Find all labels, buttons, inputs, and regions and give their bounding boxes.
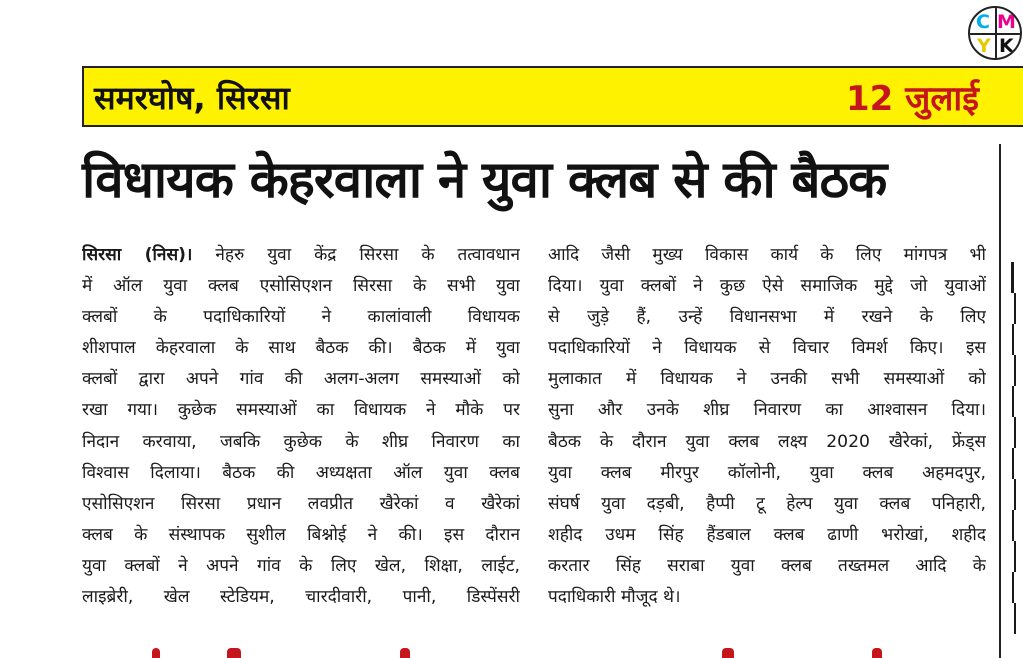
article-line: पदाधिकारियों ने विधायक से विचार विमर्श किए। इस (548, 338, 986, 359)
article-line: युवा क्लब मीरपुर कॉलोनी, युवा क्लब अहमदपुर, (548, 462, 986, 483)
article-line: विश्वास दिलाया। बैठक की अध्यक्षता ऑल युवा क्लब (82, 462, 520, 483)
article-line: लाइब्रेरी, खेल स्टेडियम, चारदीवारी, पानी, डिस्पेंसरी (82, 587, 520, 608)
article-column-2 (548, 240, 986, 613)
cmyk-k-letter: K (999, 35, 1014, 57)
article-line: क्लबों के पदाधिकारियों ने कालांवाली विधायक (82, 307, 520, 328)
column-divider (999, 144, 1001, 658)
article-column-1 (82, 240, 520, 613)
cmyk-registration-mark (968, 6, 1022, 60)
article-line: सुना और उनके शीघ्र निवारण का आश्वासन दिया। (548, 400, 986, 421)
article-dateline: सिरसा (निस)। (82, 245, 193, 265)
article-line: से जुड़े हैं, उन्हें विधानसभा में रखने के लिए (548, 307, 986, 328)
publication-date: 12 जुलाई (846, 79, 979, 119)
masthead-banner (82, 66, 1023, 127)
article-line: क्लबों द्वारा अपने गांव की अलग-अलग समस्याओं को (82, 369, 520, 390)
article-line: क्लब के संस्थापक सुशील बिश्नोई ने की। इस दौरान (82, 524, 520, 545)
cmyk-y-letter: Y (977, 35, 991, 57)
article-line: दिया। युवा क्लबों ने कुछ ऐसे समाजिक मुद्दे जो युवाओं (548, 276, 986, 297)
article-line: पदाधिकारी मौजूद थे। (548, 587, 681, 608)
next-headline-fragment (82, 646, 982, 658)
article-line: शीशपाल केहरवाला के साथ बैठक की। बैठक में युवा (82, 338, 520, 359)
cmyk-m-letter: M (997, 11, 1016, 33)
article-line: युवा क्लबों ने अपने गांव के लिए खेल, शिक्षा, लाईट, (82, 555, 520, 576)
adjacent-article-fragment (1010, 262, 1023, 652)
article-line: निदान करवाया, जबकि कुछेक के शीघ्र निवारण का (82, 431, 520, 452)
cmyk-c-letter: C (976, 11, 990, 33)
article-line: करतार सिंह सराबा युवा क्लब तख्तमल आदि के (548, 555, 986, 576)
article-line: आदि जैसी मुख्य विकास कार्य के लिए मांगपत्र भी (548, 245, 986, 265)
article-line: शहीद उधम सिंह हैंडबाल क्लब ढाणी भरोखां, शहीद (548, 524, 986, 545)
article-line: मुलाकात में विधायक ने उनकी सभी समस्याओं को (548, 369, 986, 390)
article-line: संघर्ष युवा दड़बी, हैप्पी टू हेल्प युवा क्लब पनिहारी, (548, 493, 986, 514)
article-line: बैठक के दौरान युवा क्लब लक्ष्य 2020 खैरेकां, फ्रेंड्स (548, 431, 986, 452)
article-line: में ऑल युवा क्लब एसोसिएशन सिरसा के सभी युवा (82, 276, 520, 297)
article-line: रखा गया। कुछेक समस्याओं का विधायक ने मौके पर (82, 400, 520, 421)
article-line: सिरसा (निस)। नेहरु युवा केंद्र सिरसा के तत्वावधान (82, 245, 520, 265)
publication-name: समरघोष, सिरसा (94, 79, 290, 117)
article-line: एसोसिएशन सिरसा प्रधान लवप्रीत खैरेकां व खैरेकां (82, 493, 520, 514)
article-headline: विधायक केहरवाला ने युवा क्लब से की बैठक (82, 151, 887, 210)
